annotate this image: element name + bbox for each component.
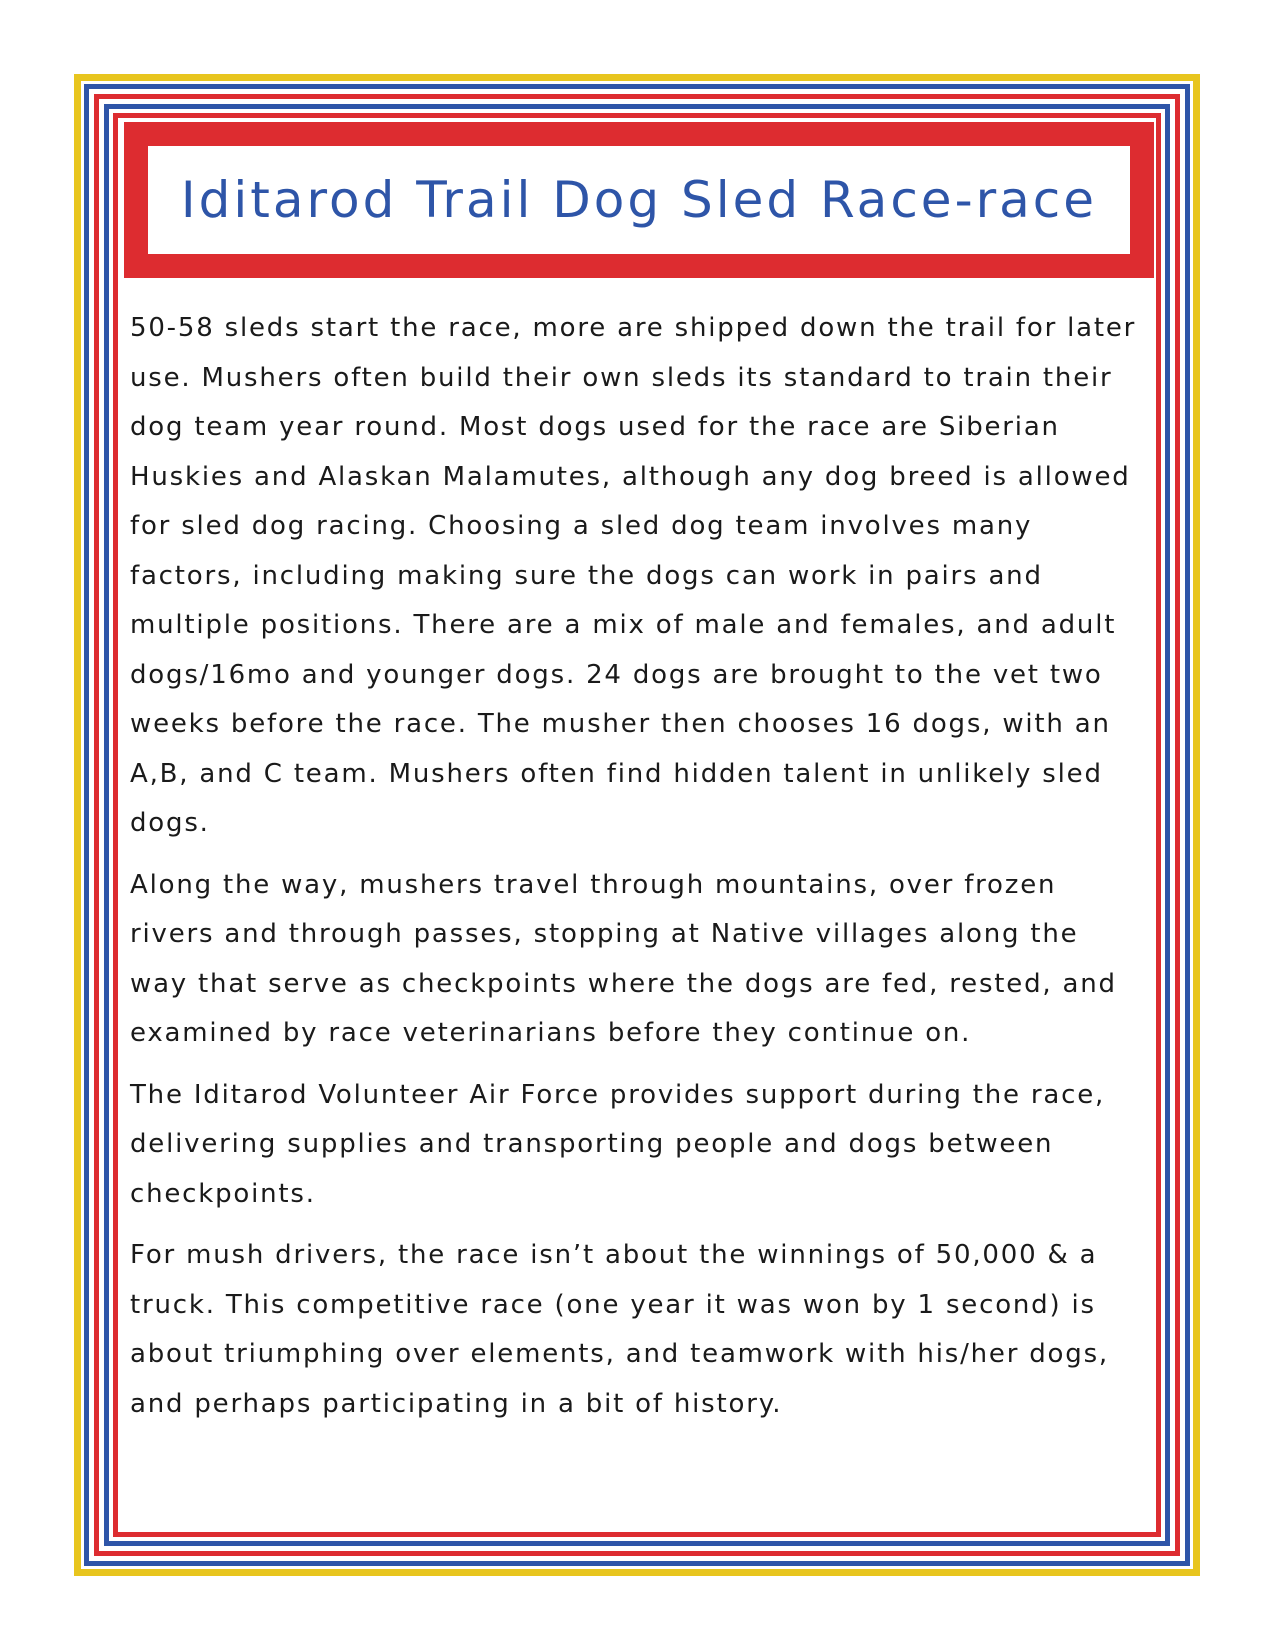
article-body — [130, 304, 1140, 1441]
paragraph-mush-drivers: For mush drivers, the race isn’t about the winnings of 50,000 & a truck. This competitive race (one year it was won by 1 second) is about triumphing over elements, and teamwork with his/her dogs, and perhaps participating in a bit of history. — [130, 1240, 1109, 1419]
paragraph-air-force: The Iditarod Volunteer Air Force provides support during the race, delivering supplies and transporting people and dogs between checkpoints. — [130, 1079, 1106, 1209]
paragraph-sleds-and-dogs: 50-58 sleds start the race, more are shipped down the trail for later use. Mushers often build their own sleds its standard to train their dog team year round. Most dogs used for the race are Siberian Huskies and Alaskan Malamutes, although any dog breed is allowed for sled dog racing. Choosing a sled dog team involves many factors, including making sure the dogs can work in pairs and multiple positions. There are a mix of male and females, and adult dogs/16mo and younger dogs. 24 dogs are brought to the vet two weeks before the race. The musher then chooses 16 dogs, with an A,B, and C team. Mushers often find hidden talent in unlikely sled dogs. — [130, 313, 1137, 838]
title-banner — [124, 122, 1154, 278]
page-title: Iditarod Trail Dog Sled Race-race — [180, 171, 1098, 229]
paragraph-trail-route: Along the way, mushers travel through mountains, over frozen rivers and through passes, stopping at Native villages along the way that serve as checkpoints where the dogs are fed, rested, and examined by race veterinarians before they continue on. — [130, 869, 1117, 1048]
